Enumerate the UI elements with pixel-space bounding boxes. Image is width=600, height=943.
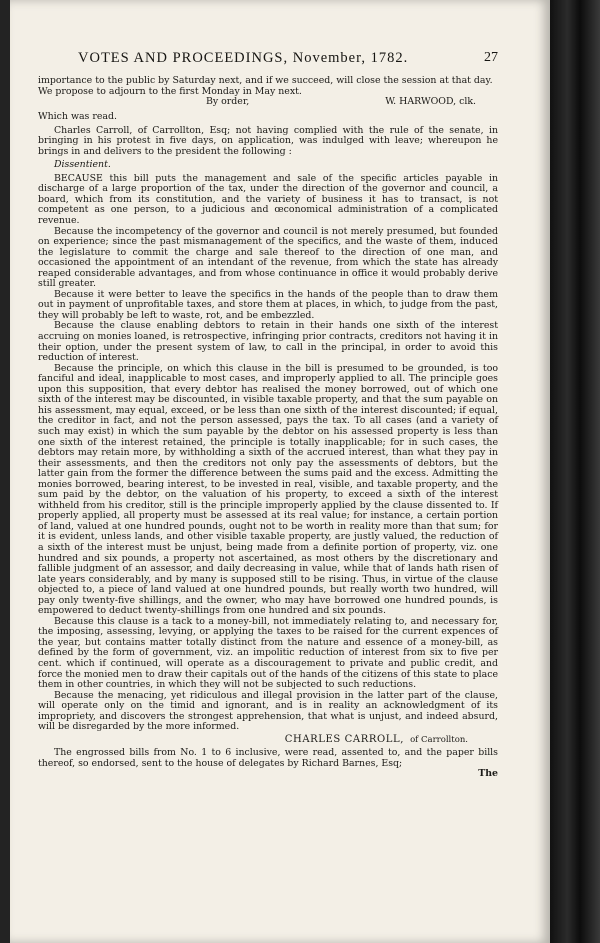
paragraph-because-1: BECAUSE this bill puts the management and sale of the specific articles payable in discharge of a large proportion of the tax, under the direction of the governor and council, a board, which from its constitution, and the variety of business it has to transact, is not competent as one person, to a judicious and œconomical administration of a complicated revenue. [38, 172, 498, 227]
order-line [38, 97, 498, 109]
text-line: Which was read. [38, 111, 117, 123]
catchword: The [478, 768, 498, 780]
paragraph-because-2: Because the incompetency of the governor and council is not merely presumed, but founded on experience; since the past mismanagement of the specifics, and the waste of them, induced the legislature to commit the charge and sale thereof to the direction of one man, and occasioned the appointment of an intendant of the revenue, from which the state has already reaped considerable advantages, and from whose continuance in office it would probably derive still greater. [38, 225, 498, 290]
by-order: By order, [206, 96, 250, 108]
page-number: 27 [484, 50, 498, 65]
signature-name: CHARLES CARROLL, [284, 733, 405, 745]
paragraph-because-7: Because the menacing, yet ridiculous and illegal provision in the latter part of the clause, will operate only on the timid and ignorant, and is in reality an acknowledgment of its impropriety, and discovers the strongest apprehension, that what is unjust, and indeed absurd, will be disregarded by the more informed. [38, 689, 498, 733]
paragraph-because-5: Because the principle, on which this clause in the bill is presumed to be grounded, is too fanciful and ideal, inapplicable to most cases, and improperly applied to all. The principle goes upon this supposition, that every debtor has realised the money borrowed, out of which one sixth of the interest may be discounted, in visible taxable property, and that the sum payable on his assessment, may equal, exceed, or be less than one sixth of the interest discounted; if equal, the creditor in fact, and not the person assessed, pays the tax. To all cases (and a variety of such may exist) in which the sum payable by the debtor on his assessed property is less than one sixth of the interest retained, the principle is totally inapplicable; for in such cases, the debtors may retain more, by withholding a sixth of the accrued interest, than what they pay in their assessments, and then the creditors not only pay the assessments of debtors, but the latter gain from the former the difference between the sums paid and the excess. Admitting the monies borrowed, bearing interest, to be invested in real, visible, and taxable property, and the sum paid by the debtor, on the valuation of his property, to exceed a sixth of the interest withheld from his creditor, still is the principle improperly applied by the clause dissented to. If properly applied, all property must be assessed at its real value; for instance, a certain portion of land, valued at one hundred pounds, ought not to be worth in reality more than that sum; for it is evident, unless lands, and other visible taxable property, are justly valued, the reduction of a sixth of the interest must be unjust, being made from a definite portion of property, viz. one hundred and six pounds, a property not ascertained, as most others by the discretionary and fallible judgment of an assessor, and daily decreasing in value, while that of lands hath risen of late years considerably, and by many is supposed still to be rising. Thus, in virtue of the clause objected to, a piece of land valued at one hundred pounds, but really worth two hundred, will pay only twenty-five shillings, and the owner, who may have borrowed one hundred pounds, is empowered to deduct twenty-shillings from one hundred and six pounds. [38, 362, 498, 617]
clerk-signature: W. HARWOOD, clk. [385, 96, 476, 108]
running-head-title: VOTES AND PROCEEDINGS, November, 1782. [78, 50, 409, 66]
binding-shadow [550, 0, 600, 943]
dissentient-heading: Dissentient. [54, 159, 111, 171]
text-line: importance to the public by Saturday next, and if we succeed, will close the session at that day. [38, 75, 493, 86]
text-line: We propose to adjourn to the first Monday in May next. [38, 85, 302, 97]
paragraph-because-3: Because it were better to leave the specifics in the hands of the people than to draw them out in payment of unprofitable taxes, and store them at places, in which, to judge from the past, they will probably be left to waste, rot, and be embezzled. [38, 288, 498, 321]
paragraph-engrossed-bills: The engrossed bills from No. 1 to 6 inclusive, were read, assented to, and the paper bills thereof, so endorsed, sent to the house of delegates by Richard Barnes, Esq; [38, 747, 498, 769]
paragraph-carroll-intro: Charles Carroll, of Carrollton, Esq; not having complied with the rule of the senate, in bringing in his protest in five days, on application, was indulged with leave; whereupon he brings in and delivers to the president the following : [38, 124, 498, 157]
paragraph-because-4: Because the clause enabling debtors to retain in their hands one sixth of the interest accruing on monies loaned, is retrospective, infringing prior contracts, creditors not having it in their option, under the present system of law, to call in the principal, in order to avoid this reduction of interest. [38, 320, 498, 364]
protest-signature [38, 735, 498, 746]
paragraph-because-6: Because this clause is a tack to a money-bill, not immediately relating to, and necessary for, the imposing, assessing, levying, or applying the taxes to be raised for the current expences of the year, but contains matter totally distinct from the nature and essence of a money-bill, as defined by the form of government, viz. an impolitic reduction of interest from six to five per cent. which if continued, will operate as a discouragement to private and public credit, and force the monied men to draw their capitals out of the hands of the citizens of this state to place them in other countries, in which they will not be subjected to such reductions. [38, 615, 498, 691]
running-head [38, 50, 498, 70]
document-page [10, 0, 550, 943]
signature-place: of Carrollton. [410, 734, 468, 745]
